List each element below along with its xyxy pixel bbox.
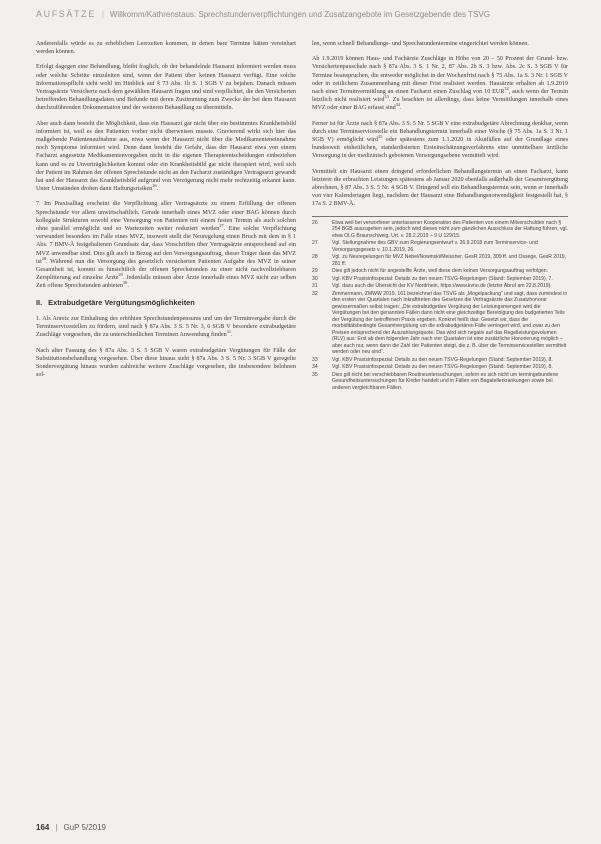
page-footer — [36, 821, 106, 833]
paragraph — [36, 63, 296, 112]
footnote-ref[interactable]: 27 — [219, 223, 224, 229]
right-column — [312, 40, 568, 790]
footnote-ref[interactable]: 35 — [378, 133, 383, 139]
footnote — [312, 291, 568, 356]
footnote-number: 35 — [312, 371, 318, 378]
section-number: II. — [36, 297, 43, 307]
footnote-text: Etwa weil bei verworfener unterlassener Kooperation des Patienten von einem Mitverschulden nach § 254 BGB auszugehen sein, jedoch wird dieses nicht zum gänzlichen Ausschluss der Haftung führen, vgl. etwa OLG Braunschweig, Urt. v. 28.2.2019 – 9 U 129/15. — [332, 219, 568, 239]
footnote-number: 30 — [312, 275, 318, 282]
footnote-text: Vgl. zu Neuregelungen für MVZ Nebel/Nowinski/Meissner, GesR 2019, 309 ff. und Ossege, GesR 2019, 281 ff. — [332, 254, 567, 267]
footnote — [312, 240, 568, 253]
paragraph: 1. Als Anreiz zur Einhaltung des erhöhten Sprechstundenpensums und um der Terminvergabe durch die Terminservicestellen zu fördern, sind nach § 87a Abs. 3 S. 5 Nr. 3, 6 SGB V besondere extrabudgetäre Zuschläge vorgesehen, die zu unterschiedlichen Terminen Anwendung finden$^{31}$. — [36, 315, 296, 339]
paragraph-text: Vermittelt ein Hausarzt einen dringend erforderlichen Behandlungstermin an einen Facharzt, kann letzterer die erbrachten Leistungen spätestens ab Januar 2020 ebenfalls außerhalb der Gesamtvergütung abrechnen, § 87 Abs. 3 S. 5 Nr. 4 SGB V. Dringend soll ein Behandlungstermin sein, wenn er innerhalb von vier Kalendertagen liegt, nachdem der Hausarzt eine Behandlungsnotwendigkeit festgestellt hat, § 17a S. 2 BMV-Ä. — [312, 168, 568, 208]
paragraph: 7. Im Praxisalltag erscheint die Verpflichtung aller Vertragsärzte zu einem Erfüllung der offenen Sprechstunde vor allem unwirtschaftlich. Gerade innerhalb eines MVZ oder einer BAG können durch kollegiale Strukturen sowohl eine Versorgung von Patienten mit einem festen Termin als auch solchen ohne parallel ermöglicht und so Wartezeiten weiter reduziert werden$^{27}$. Eine solche Verpflichtung verwundert besonders im Falle eines MVZ, insoweit stellt die Neuregelung einen Bruch mit dem in § 1 Abs. 7 BMV-Ä festgehaltenen Grundsatz dar, dass Vorschriften über Vertragsärzte entsprechend auf ein MVZ anwendbar sind. Dies gilt auch in Bezug auf den Versorgungsauftrag, dieser Träger dann das MVZ ist$^{28}$. Während nun die Versorgung des gesetzlich versicherten Patienten Aufgabe des MVZ in seiner Gesamtheit ist, kommt es hinsichtlich der offenen Sprechstunden zu einer nicht nachvollziehbaren Zersplitterung auf einzelne Ärzte$^{29}$. Jedenfalls müssen aber Ärzte innerhalb eines MVZ nicht zur selben Zeit offene Sprechstunden anbieten$^{30}$. — [36, 201, 296, 290]
paragraph-text: . Eine solche Verpflichtung verwundert besonders im Falle eines MVZ, insoweit stellt die Neuregelung einen Bruch mit dem in § 1 Abs. 7 BMV-Ä festgehaltenen Grundsatz dar, dass Vorschriften über Vertragsärzte entsprechend auf ein MVZ anwendbar sind. Dies gilt auch in Bezug auf den Versorgungsauftrag, dieser Träger dann das MVZ ist — [36, 226, 296, 265]
paragraph-text: 7. Im Praxisalltag erscheint die Verpflichtung aller Vertragsärzte zu einem Erfüllung der offenen Sprechstunde vor allem unwirtschaftlich. Gerade innerhalb eines MVZ oder einer BAG können durch kollegiale Strukturen sowohl eine Versorgung von Patienten mit einem festen Termin als auch solchen ohne parallel ermöglicht und so Wartezeiten weiter reduziert werden — [36, 201, 296, 233]
page-number: 164 — [36, 822, 50, 832]
paragraph-text: Aber auch dann besteht die Möglichkeit, dass ein Hausarzt gar nicht über ein bestimmtes Krankheitsbild informiert ist, weil es den Patienten vorher nicht überweisen musste. Gravierend wirkt sich hier das maßgebende Patientenaufnahme aus, etwa wenn der Hausarzt nicht über die Medikamenteneinnahme noch Symptome informiert wird. Denn dann besteht die Gefahr, dass der Hausarzt etwa von einem Facharzt angesetzte Medikamentenvorgaben nicht in die eigenen Therapieentscheidungen einbeziehen kann und es zu Unverträglichkeiten kommt oder ein Krankheitsbild gar nicht therapiert wird, weil sich der Patient im Rahmen der offenen Sprechstunde nicht an den Facharzt zuständigen Vertragsarzt gewandt hat und der Hausarzt das Krankheitsbild aufgrund von Verzögerung nicht mehr rechtzeitig erkannt kann. Unter Umständen drohen dann Haftungsrisiken — [36, 120, 296, 193]
footnote — [312, 357, 568, 364]
footnote — [312, 372, 568, 392]
footnote-number: 28 — [312, 254, 318, 261]
running-title: Willkomm/Kathrenstaus: Sprechstundenverpflichtungen und Zusatzangebote im Gesetzgebende des TSVG — [109, 10, 490, 19]
paragraph-text: oder spätestens zum 1.1.2020 in Akutfällen auf der Grundlage eines bundesweit einheitlichen, standardisierten Ersteinschätzungsverfahrens eine unmittelbare ärztliche Versorgung in der medizinisch gebotenen Versorgungsebene vermittelt wird. — [312, 137, 568, 160]
footnote-ref[interactable]: 31 — [226, 329, 231, 335]
footnote-number: 32 — [312, 290, 318, 297]
footnote-number: 29 — [312, 268, 318, 275]
footnote-number: 26 — [312, 219, 318, 226]
footnote-divider — [312, 216, 568, 217]
footnote-text: Dies gilt jedoch nicht für angestellte Ärzte, weil diese dem keinen Versorgungsauftrag verfolgen. — [332, 268, 549, 275]
footnote-ref[interactable]: 33 — [384, 94, 389, 100]
footnote — [312, 268, 568, 275]
footnote-number: 31 — [312, 283, 318, 290]
paragraph — [312, 120, 568, 161]
paragraph — [312, 40, 568, 48]
paragraph-text: Erfolgt dagegen eine Behandlung, bleibt fraglich, ob der behandelnde Hausarzt informiert werden muss oder welche Schritte einzuleiten sind, wenn der Patient über keinen Hausarzt verfügt. Eine solche Informationspflicht sieht wohl im Hinblick auf § 73 Abs. 1b S. 1 SGB V zu bejahen. Danach müssen Vertragsärzte Versicherte nach dem gewählten Hausarzt fragen und sind verpflichtet, die den Versicherten betreffenden Behandlungsdaten und Befunde mit deren Zustimmung zum Zwecke der bei dem Hausarzt durchzuführenden Dokumentation und der weiteren Behandlung zu übermitteln. — [36, 64, 296, 112]
paragraph-text: len, wenn schnell Behandlungs- und Sprechstundentermine eingerichtet werden können. — [312, 41, 529, 47]
footnote — [312, 364, 568, 371]
footnote-ref[interactable]: 26 — [152, 183, 157, 189]
paragraph-text: , auch wenn der Termin letztlich nicht realisiert wird — [312, 89, 568, 104]
paragraph-text: Anderenfalls würde es zu erheblichen Leerzeiten kommen, in denen bare Termine hätten vereinbart werden können. — [36, 41, 296, 56]
paragraph: Ab 1.9.2019 können Haus- und Fachärzte Zuschläge in Höhe von 20 – 50 Prozent der Grund- bzw. Versichertenpauschale nach § 87a Abs. 3 S. 1 Nr. 2, 87 Abs. 2b S. 3 bzw. Abs. 2c S. 3 SGB V für Termine beanspruchen, die entweder möglichst in der Wochenfrist nach § 75 Abs. 1a S. 3 Nr. 1 SGB V oder in zeitlichem Zusammenhang mit dieser Frist realisiert werden. Hausärzte erhalten ab 1.9.2019 nach einer Terminvermittlung an einen Facharzt einen Zuschlag von 10 EUR$^{32}$, auch wenn der Termin letztlich nicht realisiert wird$^{33}$. Zu beachten ist allerdings, dass keine Vermittlungen innerhalb eines MVZ oder einer BAG erfasst sind$^{34}$. — [312, 56, 568, 112]
footnote — [312, 254, 568, 267]
paragraph-text: Ab 1.9.2019 können Haus- und Fachärzte Zuschläge in Höhe von 20 – 50 Prozent der Grund- bzw. Versichertenpauschale nach § 87a Abs. 3 S. 1 Nr. 2, 87 Abs. 2b S. 3 bzw. Abs. 2c S. 3 SGB V für Termine beanspruchen, die entweder möglichst in der Wochenfrist nach § 75 Abs. 1a S. 3 Nr. 1 SGB V oder in zeitlichem Zusammenhang mit dieser Frist realisiert werden. Hausärzte erhalten ab 1.9.2019 nach einer Terminvermittlung an einen Facharzt einen Zuschlag von 10 EUR — [312, 56, 568, 96]
footnote-ref[interactable]: 34 — [395, 102, 401, 108]
paragraph-text: Ferner ist für Ärzte nach § 87a Abs. 3 S. 5 Nr. 5 SGB V eine extrabudgetäre Abrechnung denkbar, wenn durch eine Terminservicestelle ein Behandlungstermin innerhalb einer Woche (§ 75 Abs. 1a S. 3 Nr. 1 SGB V) ermöglicht wird — [312, 120, 568, 144]
header-divider: | — [101, 10, 104, 19]
footnote — [312, 276, 568, 283]
paragraph-text: . Während nun die Versorgung des gesetzlich versicherten Patienten Aufgabe des MVZ in seiner Gesamtheit ist, kommt es hinsichtlich der offenen Sprechstunden zu einer nicht nachvollziehbaren Zersplitterung auf einzelne Ärzte — [36, 258, 296, 282]
paragraph-text: . Jedenfalls müssen aber Ärzte innerhalb eines MVZ nicht zur selben Zeit offene Sprechstunden anbieten — [36, 275, 296, 290]
paragraph-text: 1. Als Anreiz zur Einhaltung des erhöhten Sprechstundenpensums und um der Terminvergabe durch die Terminservicestellen zu fördern, sind nach § 87a Abs. 3 S. 5 Nr. 3, 6 SGB V besondere extrabudgetäre Zuschläge vorgesehen, die zu unterschiedlichen Terminen Anwendung finden — [36, 315, 296, 339]
section-label: AUFSÄTZE — [36, 9, 96, 19]
paragraph — [36, 40, 296, 56]
footnotes — [312, 220, 568, 392]
footnote-text: Zimmermann, ZMWW 2019, 161 bezeichnet das TSVG als „Mogelpackung“ und sagt, dass zumindest in den ersten vier Quartalen nach Inkrafttreten des Gesetzes die Vertragsärzte das Zusatzhonorar gewissermaßen selbst tragen: „Die extrabudgetäre Vergütung der Leistungsmengen wird die Vergütungen bei den genannten Fällen dann nicht eine gleichzeitige Bereinigung des budgetierten Teils der Vergütung der betroffenen Praxis ergeben. Konkret heißt das: Gesetzt wir, dass die morbiditätsbedingte Gesamtvergütung um die extrabudgetären Fälle verringert wird, und zwar zu den Preisen entsprechend der Auszahlungsquote. Das wird sich negativ auf das Regelleistungsvolumen (RLV) aus: Erst ab dem folgenden Jahr nach vier Quartalen ist eine zusätzliche Honorierung möglich – aber auch nur, wenn dann die Zahl der Patienten steigt, die z. B. über die Terminservicestellen vermittelt werden oder neu sind“. — [332, 290, 568, 356]
footer-divider: | — [55, 822, 58, 832]
footnote-ref[interactable]: 30 — [123, 280, 128, 286]
footnote-number: 33 — [312, 356, 318, 363]
section-heading — [36, 299, 296, 307]
left-column — [36, 40, 296, 790]
footnote-text: Vgl. Stellungnahme des GBV zum Regierungsentwurf v. 26.9.2018 zum Terminservice- und Versorgungsgesetz v. 10.1.2019, 26. — [332, 240, 538, 253]
section-title: Extrabudgetäre Vergütungsmöglichkeiten — [48, 297, 195, 307]
footnote-text: Vgl. dazu auch die Übersicht der KV Nordrhein, https://www.kvno.de (letzter Abruf am 22.8.2019). — [332, 283, 552, 290]
footnote-ref[interactable]: 28 — [41, 255, 47, 261]
footnote-number: 34 — [312, 364, 318, 371]
journal-issue: GuP 5/2019 — [63, 822, 106, 832]
footnote-text: Vgl. KBV Praxisinfospezial: Details zu den neuen TSVG-Regelungen (Stand: September 2019), 7. — [332, 275, 553, 282]
footnote-text: Vgl. KBV Praxisinfospezial: Details zu den neuen TSVG-Regelungen (Stand: September 2019), 8. — [332, 356, 553, 363]
footnote-number: 27 — [312, 240, 318, 247]
paragraph — [312, 168, 568, 209]
footnote — [312, 220, 568, 240]
paragraph-text: . Zu beachten ist allerdings, dass keine Vermittlungen innerhalb eines MVZ oder einer BAG erfasst sind — [312, 97, 568, 112]
paragraph: Aber auch dann besteht die Möglichkeit, dass ein Hausarzt gar nicht über ein bestimmtes Krankheitsbild informiert ist, weil es den Patienten vorher nicht überweisen musste. Gravierend wirkt sich hier das maßgebende Patientenaufnahme aus, etwa wenn der Hausarzt nicht über die Medikamenteneinnahme noch Symptome informiert wird. Denn dann besteht die Gefahr, dass der Hausarzt etwa von einem Facharzt angesetzte Medikamentenvorgaben nicht in die eigenen Therapieentscheidungen einbeziehen kann und es zu Unverträglichkeiten kommt oder ein Krankheitsbild gar nicht therapiert wird, weil sich der Patient im Rahmen der offenen Sprechstunde nicht an den Facharzt zuständigen Vertragsarzt gewandt hat und der Hausarzt das Krankheitsbild aufgrund von Verzögerung nicht mehr rechtzeitig erkannt kann. Unter Umständen drohen dann Haftungsrisiken$^{26}$. — [36, 120, 296, 193]
footnote-text: Dies gilt nicht bei verschiebbaren Routineuntersuchungen, sofern es sich nicht um termingebundene Gesundheitsuntersuchungen für Kinder handelt und in Fällen von Bagatellerkrankungen sowie bei anderen vergleichbaren Fällen. — [332, 371, 559, 391]
footnote-text: Vgl. KBV Praxisinfospezial: Details zu den neuen TSVG-Regelungen (Stand: September 2019), 8. — [332, 364, 553, 371]
paragraph — [36, 347, 296, 380]
footnote-ref[interactable]: 29 — [118, 272, 123, 278]
footnote — [312, 283, 568, 290]
paragraph-text: Nach alter Fassung des § 87a Abs. 3 S. 5 SGB V waren extrabudgetäre Vergütungen für Fälle der Substitutionsbehandlung vorgesehen. Über diese hinaus sieht § 87a Abs. 3 S. 5 Nr. 3 SGB V geregelte Sondervergütung hinaus wurden zahlreiche weitere Zuschläge vorgesehen, die insbesondere belohnen sol- — [36, 347, 296, 379]
running-header — [36, 9, 576, 25]
footnote-ref[interactable]: 32 — [504, 85, 509, 91]
